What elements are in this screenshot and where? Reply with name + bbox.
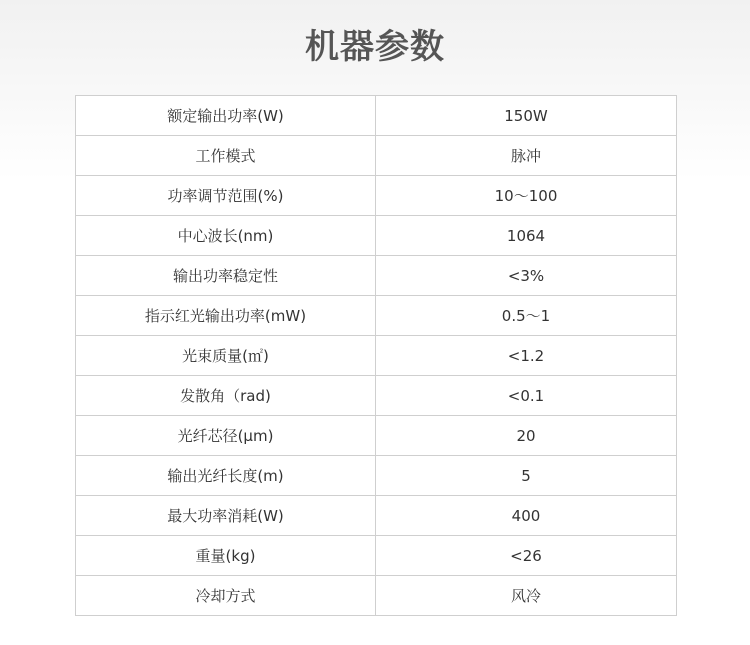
param-cell: 最大功率消耗(W) [76,496,376,536]
table-row [76,216,677,256]
table-row [76,296,677,336]
value-cell: 风冷 [376,576,677,616]
value-cell: <3% [376,256,677,296]
table-row [76,456,677,496]
value-cell: 5 [376,456,677,496]
param-cell: 中心波长(nm) [76,216,376,256]
value-cell: 400 [376,496,677,536]
param-cell: 光束质量(㎡) [76,336,376,376]
value-cell: 1064 [376,216,677,256]
spec-table [75,95,677,616]
value-cell: 脉冲 [376,136,677,176]
value-cell: <26 [376,536,677,576]
value-cell: 150W [376,96,677,136]
value-cell: <1.2 [376,336,677,376]
table-row [76,256,677,296]
param-cell: 功率调节范围(%) [76,176,376,216]
param-cell: 额定输出功率(W) [76,96,376,136]
spec-table-body [76,96,677,616]
table-row [76,496,677,536]
table-row [76,336,677,376]
value-cell: 0.5～1 [376,296,677,336]
param-cell: 重量(kg) [76,536,376,576]
table-row [76,416,677,456]
value-cell: 20 [376,416,677,456]
param-cell: 输出光纤长度(m) [76,456,376,496]
table-row [76,136,677,176]
table-row [76,376,677,416]
table-row [76,176,677,216]
param-cell: 工作模式 [76,136,376,176]
page-title: 机器参数 [305,27,445,67]
param-cell: 光纤芯径(μm) [76,416,376,456]
table-row [76,536,677,576]
param-cell: 发散角（rad) [76,376,376,416]
param-cell: 指示红光输出功率(mW) [76,296,376,336]
value-cell: 10～100 [376,176,677,216]
param-cell: 冷却方式 [76,576,376,616]
value-cell: <0.1 [376,376,677,416]
param-cell: 输出功率稳定性 [76,256,376,296]
table-row [76,576,677,616]
table-row [76,96,677,136]
